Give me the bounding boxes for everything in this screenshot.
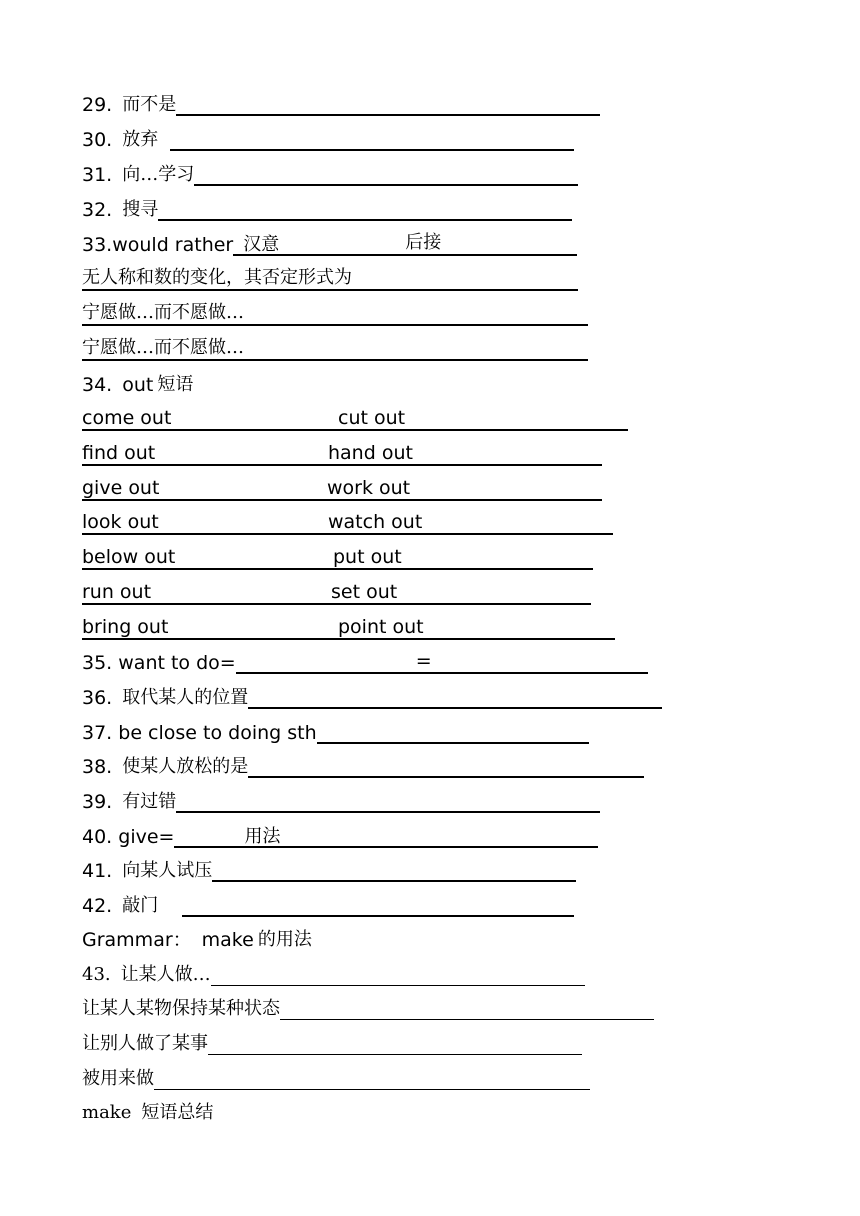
answer-blank[interactable] <box>416 650 648 674</box>
item-number: 42. <box>82 895 113 917</box>
answer-blank[interactable] <box>154 1069 590 1090</box>
phrase-blank[interactable] <box>82 616 338 640</box>
item-word: out <box>122 374 154 396</box>
item-40 <box>82 818 598 848</box>
phrase-blank[interactable] <box>82 442 328 466</box>
item-prompt: 放弃 <box>122 129 159 150</box>
answer-blank[interactable] <box>174 826 598 848</box>
item-lead: 33.would rather <box>82 234 234 256</box>
line-label: 无人称和数的变化，其否定形式为 <box>82 267 352 288</box>
item-prompt: 向某人试压 <box>122 860 213 881</box>
follow-blank[interactable] <box>405 232 577 256</box>
phrase-row <box>82 540 593 570</box>
item-prompt: 有过错 <box>122 791 177 812</box>
answer-blank[interactable] <box>248 756 644 778</box>
item-prompt: 37. be close to doing sth <box>82 722 317 744</box>
grammar-heading <box>82 921 312 951</box>
item-number: 34. <box>82 374 113 396</box>
usage-label: 用法 <box>244 826 281 847</box>
grammar-word: make <box>201 929 254 951</box>
item-36 <box>82 679 662 709</box>
prefer-blank[interactable] <box>82 337 588 361</box>
phrase-label: point out <box>338 616 424 638</box>
phrase-blank[interactable] <box>82 581 331 605</box>
item-prompt: 让某人做… <box>120 964 211 985</box>
line-label: 宁愿做…而不愿做… <box>82 302 244 323</box>
answer-blank[interactable] <box>176 94 600 116</box>
item-30 <box>82 121 574 151</box>
item-prompt: 40. give= <box>82 826 175 848</box>
phrase-label: come out <box>82 407 172 429</box>
phrase-label: cut out <box>338 407 406 429</box>
answer-blank[interactable] <box>158 199 572 221</box>
phrase-label: put out <box>333 546 402 568</box>
make-prompt: 让某人某物保持某种状态 <box>82 998 280 1019</box>
item-number: 41. <box>82 860 113 882</box>
item-number: 38. <box>82 756 113 778</box>
item-33-negative <box>82 261 578 291</box>
item-prompt: 敲门 <box>122 895 159 916</box>
item-number: 36. <box>82 687 113 709</box>
item-number: 31. <box>82 164 113 186</box>
answer-blank[interactable] <box>248 687 662 709</box>
phrase-label: set out <box>331 581 398 603</box>
item-32 <box>82 191 572 221</box>
phrase-blank[interactable] <box>328 511 613 535</box>
phrase-label: give out <box>82 477 160 499</box>
item-43 <box>82 956 585 986</box>
item-33-prefer-2 <box>82 331 588 361</box>
item-33 <box>82 226 577 256</box>
phrase-row <box>82 610 615 640</box>
grammar-label: Grammar： <box>82 929 192 951</box>
phrase-row <box>82 436 602 466</box>
item-41 <box>82 852 576 882</box>
phrase-blank[interactable] <box>82 407 338 431</box>
grammar-text: 的用法 <box>257 929 312 950</box>
make-summary <box>82 1094 213 1124</box>
item-38 <box>82 748 644 778</box>
meaning-blank[interactable] <box>233 234 405 256</box>
phrase-blank[interactable] <box>328 442 602 466</box>
item-42 <box>82 887 574 917</box>
answer-blank[interactable] <box>317 722 589 744</box>
phrase-label: hand out <box>328 442 413 464</box>
phrase-blank[interactable] <box>327 477 602 501</box>
make-line <box>82 1060 590 1090</box>
phrase-row <box>82 401 628 431</box>
summary-word: make <box>82 1102 132 1123</box>
phrase-blank[interactable] <box>331 581 591 605</box>
line-label: 宁愿做…而不愿做… <box>82 337 244 358</box>
phrase-row <box>82 505 613 535</box>
item-34 <box>82 366 193 396</box>
answer-blank[interactable] <box>194 164 578 186</box>
item-33-prefer-1 <box>82 296 588 326</box>
negative-blank[interactable] <box>82 267 578 291</box>
make-prompt: 被用来做 <box>82 1068 154 1089</box>
answer-blank[interactable] <box>280 999 654 1020</box>
item-prompt: 向…学习 <box>122 164 195 185</box>
answer-blank[interactable] <box>176 791 600 813</box>
item-31 <box>82 156 578 186</box>
phrase-blank[interactable] <box>333 546 593 570</box>
phrase-label: work out <box>327 477 411 499</box>
item-prompt: 短语 <box>157 374 194 395</box>
summary-text: 短语总结 <box>141 1102 214 1123</box>
phrase-label: run out <box>82 581 152 603</box>
item-37 <box>82 714 589 744</box>
answer-blank[interactable] <box>211 965 585 986</box>
phrase-blank[interactable] <box>82 511 328 535</box>
item-number: 29. <box>82 94 113 116</box>
item-39 <box>82 783 600 813</box>
phrase-blank[interactable] <box>82 477 327 501</box>
phrase-blank[interactable] <box>338 407 628 431</box>
item-29 <box>82 86 600 116</box>
answer-blank[interactable] <box>236 650 416 674</box>
item-number: 32. <box>82 199 113 221</box>
make-prompt: 让别人做了某事 <box>82 1033 208 1054</box>
item-prompt: 搜寻 <box>122 199 159 220</box>
phrase-label: watch out <box>328 511 423 533</box>
meaning-label: 汉意 <box>243 234 280 255</box>
phrase-label: find out <box>82 442 156 464</box>
follow-label: 后接 <box>405 232 442 253</box>
item-number: 39. <box>82 791 113 813</box>
answer-blank[interactable] <box>182 895 574 917</box>
phrase-label: look out <box>82 511 159 533</box>
answer-blank[interactable] <box>212 860 576 882</box>
make-line <box>82 990 654 1020</box>
item-prompt: 取代某人的位置 <box>122 687 249 708</box>
phrase-blank[interactable] <box>338 616 615 640</box>
make-line <box>82 1025 582 1055</box>
phrase-label: bring out <box>82 616 169 638</box>
phrase-row <box>82 471 602 501</box>
item-number: 30. <box>82 129 113 151</box>
item-35 <box>82 644 648 674</box>
item-number: 43. <box>82 964 111 985</box>
prefer-blank[interactable] <box>82 302 588 326</box>
answer-blank[interactable] <box>208 1034 582 1055</box>
equals-sign: = <box>415 650 432 672</box>
item-prompt: 而不是 <box>122 94 177 115</box>
phrase-blank[interactable] <box>82 546 333 570</box>
phrase-row <box>82 575 591 605</box>
item-prompt: 使某人放松的是 <box>122 756 249 777</box>
item-prompt: 35. want to do= <box>82 652 236 674</box>
answer-blank[interactable] <box>170 129 574 151</box>
phrase-label: below out <box>82 546 176 568</box>
